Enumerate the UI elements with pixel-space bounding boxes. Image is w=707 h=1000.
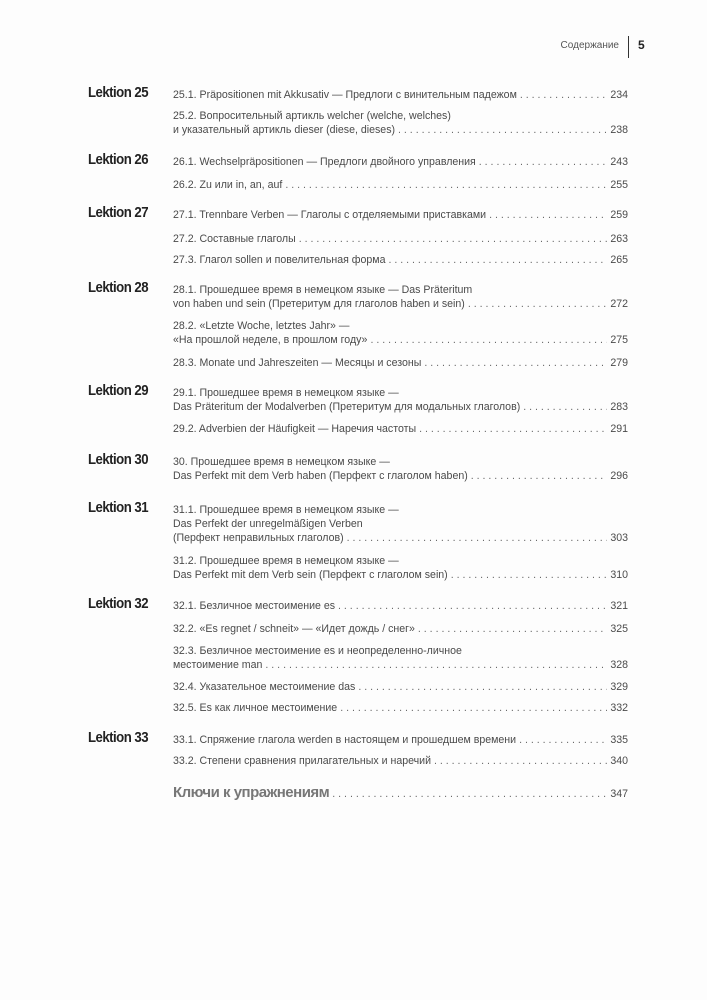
entry-page-number: 340 (610, 755, 628, 767)
dot-leader (299, 232, 608, 246)
dot-leader (471, 469, 608, 483)
lesson-label: Lektion 29 (88, 382, 149, 399)
entry-page-number: 272 (610, 298, 628, 310)
entry-page-number: 279 (610, 357, 628, 369)
lesson-label: Lektion 32 (88, 595, 149, 612)
toc-entry[interactable] (173, 283, 628, 311)
toc-entry[interactable] (173, 356, 628, 370)
toc-entry[interactable] (173, 644, 628, 672)
entry-last-line (173, 568, 628, 582)
entry-page-number: 255 (610, 179, 628, 191)
entry-last-line (173, 297, 628, 311)
entry-title-line: местоимение man (173, 659, 263, 671)
toc-entry[interactable] (173, 599, 628, 613)
toc-entry[interactable] (173, 701, 628, 715)
entry-page-number: 329 (610, 681, 628, 693)
entry-page-number: 332 (610, 702, 628, 714)
toc-entry[interactable] (173, 178, 628, 192)
entry-title-line: Das Perfekt mit dem Verb sein (Перфект с глаголом sein) (173, 569, 448, 581)
dot-leader (520, 88, 607, 102)
dot-leader (451, 568, 608, 582)
toc-entry[interactable] (173, 455, 628, 483)
entry-last-line (173, 680, 628, 694)
entry-title-line: Das Perfekt der unregelmäßigen Verben (173, 518, 363, 530)
entry-title-line: «На прошлой неделе, в прошлом году» (173, 334, 368, 346)
entry-last-line (173, 733, 628, 747)
entry-last-line (173, 155, 628, 169)
entry-last-line (173, 356, 628, 370)
dot-leader (358, 680, 607, 694)
entry-title-line: Das Perfekt mit dem Verb haben (Перфект с глаголом haben) (173, 470, 468, 482)
entry-title-line: 31.2. Прошедшее время в немецком языке — (173, 555, 399, 567)
entry-title-line: 33.2. Степени сравнения прилагательных и наречий (173, 755, 431, 767)
toc-entry[interactable] (173, 386, 628, 414)
entry-page-number: 234 (610, 89, 628, 101)
dot-leader (285, 178, 607, 192)
dot-leader (347, 531, 608, 545)
entry-page-number: 296 (610, 470, 628, 482)
entry-title-line: 28.1. Прошедшее время в немецком языке — Das Präteritum (173, 284, 473, 296)
entry-title-line: (Перфект неправильных глаголов) (173, 532, 344, 544)
entry-title-line: 32.3. Безличное местоимение es и неопределенно-личное (173, 645, 462, 657)
entry-title-line: 26.2. Zu или in, an, auf (173, 179, 283, 191)
toc-entry[interactable] (173, 503, 628, 545)
entry-title-line: 28.2. «Letzte Woche, letztes Jahr» — (173, 320, 350, 332)
entry-last-line (173, 531, 628, 545)
entry-page-number: 265 (610, 254, 628, 266)
dot-leader (388, 253, 607, 267)
entry-page-number: 321 (610, 600, 628, 612)
entry-page-number: 275 (610, 334, 628, 346)
entry-title-line: 27.3. Глагол sollen и повелительная форма (173, 254, 386, 266)
entry-page-number: 263 (610, 233, 628, 245)
dot-leader (398, 123, 607, 137)
entry-page-number: 310 (610, 569, 628, 581)
toc-entry[interactable] (173, 680, 628, 694)
entry-page-number: 238 (610, 124, 628, 136)
lesson-label: Lektion 27 (88, 204, 149, 221)
entry-page-number: 325 (610, 623, 628, 635)
entry-last-line (173, 786, 628, 801)
dot-leader (419, 422, 607, 436)
answer-keys-title: Ключи к упражнениям (173, 784, 330, 801)
entry-title-line: 28.3. Monate und Jahreszeiten — Месяцы и сезоны (173, 357, 422, 369)
entry-title-line: 25.1. Präpositionen mit Akkusativ — Предлоги с винительным падежом (173, 89, 517, 101)
page-number: 5 (638, 38, 645, 52)
lesson-label: Lektion 28 (88, 279, 149, 296)
entry-page-number: 328 (610, 659, 628, 671)
toc-entry[interactable] (173, 554, 628, 582)
entry-title-line: Das Präteritum der Modalverben (Претеритум для модальных глаголов) (173, 401, 521, 413)
dot-leader (418, 622, 607, 636)
entry-last-line (173, 400, 628, 414)
entry-title-line: 32.2. «Es regnet / schneit» — «Идет дождь / снег» (173, 623, 415, 635)
toc-entry[interactable] (173, 733, 628, 747)
entry-last-line (173, 208, 628, 222)
entry-last-line (173, 178, 628, 192)
entry-title-line: 29.1. Прошедшее время в немецком языке — (173, 387, 399, 399)
entry-title-line: 26.1. Wechselpräpositionen — Предлоги двойного управления (173, 156, 476, 168)
entry-page-number: 303 (610, 532, 628, 544)
toc-entry[interactable] (173, 232, 628, 246)
toc-entry[interactable] (173, 253, 628, 267)
dot-leader (265, 658, 607, 672)
entry-title-line: 27.1. Trennbare Verben — Глаголы с отделяемыми приставками (173, 209, 487, 221)
toc-entry[interactable] (173, 319, 628, 347)
entry-title-line: 33.1. Спряжение глагола werden в настоящем и прошедшем времени (173, 734, 517, 746)
entry-title-line: 31.1. Прошедшее время в немецком языке — (173, 504, 399, 516)
dot-leader (523, 400, 607, 414)
entry-last-line (173, 232, 628, 246)
lesson-label: Lektion 26 (88, 151, 149, 168)
entry-last-line (173, 333, 628, 347)
entry-last-line (173, 754, 628, 768)
dot-leader (424, 356, 607, 370)
dot-leader (340, 701, 607, 715)
entry-page-number: 243 (610, 156, 628, 168)
entry-last-line (173, 123, 628, 137)
entry-title-line: von haben und sein (Претеритум для глаголов haben и sein) (173, 298, 465, 310)
dot-leader (468, 297, 607, 311)
entry-title-line: 32.5. Es как личное местоимение (173, 702, 338, 714)
section-title: Содержание (560, 40, 619, 51)
entry-title-line: 30. Прошедшее время в немецком языке — (173, 456, 390, 468)
entry-last-line (173, 422, 628, 436)
entry-page-number: 283 (610, 401, 628, 413)
entry-title-line: и указательный артикль dieser (diese, dieses) (173, 124, 396, 136)
toc-entry-answer-keys[interactable] (173, 786, 628, 801)
toc-entry[interactable] (173, 754, 628, 768)
entry-last-line (173, 88, 628, 102)
entry-title-line: 32.1. Безличное местоимение es (173, 600, 336, 612)
toc-entry[interactable] (173, 88, 628, 102)
entry-last-line (173, 701, 628, 715)
entry-title-line: 25.2. Вопросительный артикль welcher (welche, welches) (173, 110, 451, 122)
toc-entry[interactable] (173, 155, 628, 169)
lesson-label: Lektion 31 (88, 499, 149, 516)
entry-title-line: 32.4. Указательное местоимение das (173, 681, 356, 693)
entry-last-line (173, 253, 628, 267)
entry-page-number: 335 (610, 734, 628, 746)
lesson-label: Lektion 30 (88, 451, 149, 468)
dot-leader (489, 208, 607, 222)
entry-page-number: 291 (610, 423, 628, 435)
toc-entry[interactable] (173, 422, 628, 436)
entry-last-line (173, 599, 628, 613)
lesson-label: Lektion 33 (88, 729, 149, 746)
toc-entry[interactable] (173, 622, 628, 636)
toc-entry[interactable] (173, 109, 628, 137)
entry-title-line: 27.2. Составные глаголы (173, 233, 296, 245)
entry-last-line (173, 469, 628, 483)
header-divider (628, 36, 629, 58)
dot-leader (332, 787, 607, 801)
dot-leader (479, 155, 608, 169)
dot-leader (370, 333, 607, 347)
entry-last-line (173, 622, 628, 636)
entry-page-number: 259 (610, 209, 628, 221)
entry-title-line: 29.2. Adverbien der Häufigkeit — Наречия частоты (173, 423, 417, 435)
entry-page-number: 347 (610, 788, 628, 800)
lesson-label: Lektion 25 (88, 84, 149, 101)
dot-leader (338, 599, 607, 613)
dot-leader (434, 754, 607, 768)
entry-last-line (173, 658, 628, 672)
dot-leader (519, 733, 607, 747)
toc-entry[interactable] (173, 208, 628, 222)
